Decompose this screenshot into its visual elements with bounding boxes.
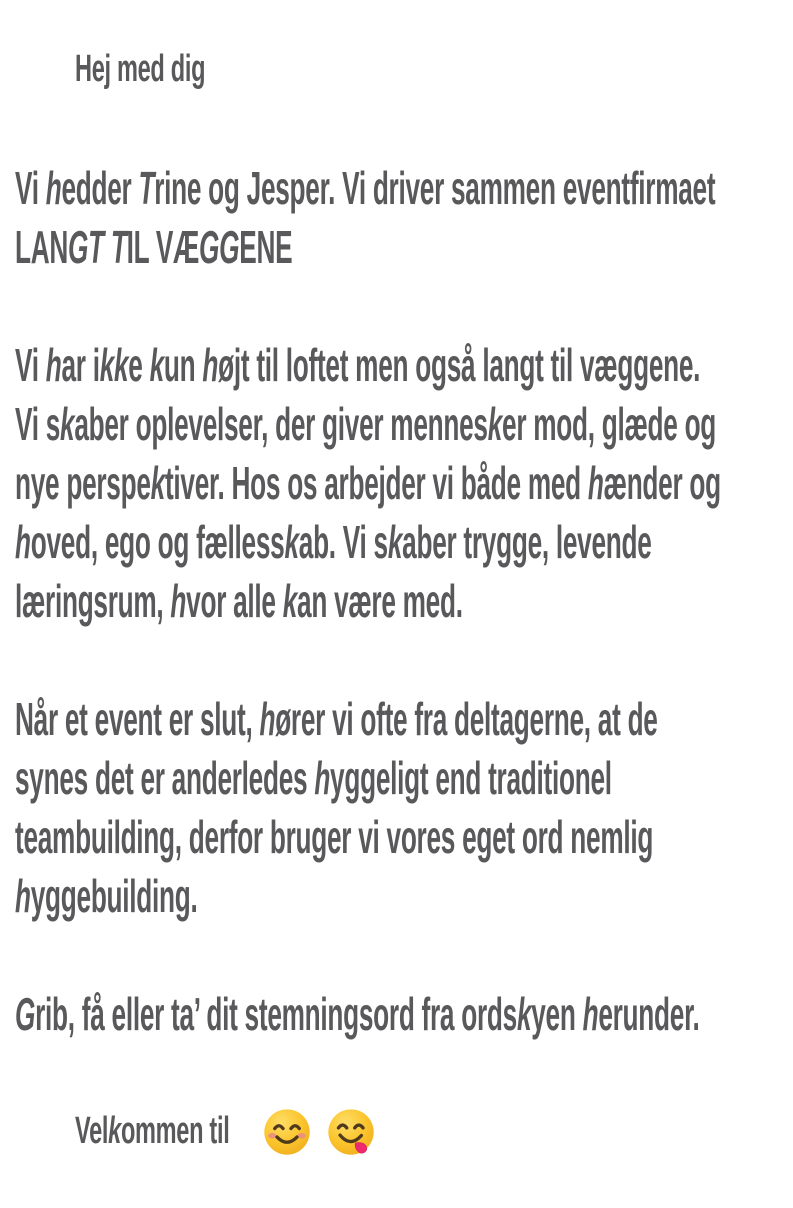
- greeting-heading-line: [75, 40, 793, 99]
- hyggebuilding-paragraph-line: [15, 748, 793, 807]
- text-run: Vi hedder Trine og Jesper. Vi driver sammen eventfirmaet: [15, 161, 716, 214]
- face-savoring-food-emoji: [327, 1108, 375, 1156]
- text-run: hoved, ego og fællesskab. Vi skaber trygge, levende: [15, 515, 652, 568]
- text-run: Hej med dig: [75, 48, 206, 90]
- closing-text-wrap: [75, 1110, 247, 1153]
- about-paragraph-line: [15, 453, 793, 512]
- text-run: Grib, få eller ta’ dit stemningsord fra ordskyen herunder.: [15, 987, 700, 1040]
- intro-paragraph: [0, 158, 793, 276]
- paragraph-spacer: [0, 276, 793, 335]
- smiling-face-with-smiling-eyes-emoji: [263, 1108, 311, 1156]
- welcome-line-line: [75, 1102, 793, 1161]
- text-run: Vi har ikke kun højt til loftet men også langt til væggene.: [15, 338, 701, 391]
- call-to-action-paragraph-line: [15, 984, 793, 1043]
- text-run: LANGT TIL VÆGGENE: [15, 220, 293, 273]
- intro-paragraph-line: [15, 217, 793, 276]
- about-paragraph-line: [15, 335, 793, 394]
- paragraph-spacer: [0, 1043, 793, 1102]
- paragraph-spacer: [0, 630, 793, 689]
- paragraph-spacer: [0, 925, 793, 984]
- text-run: nye perspektiver. Hos os arbejder vi både med hænder og: [15, 456, 721, 509]
- about-paragraph-line: [15, 394, 793, 453]
- text-run: synes det er anderledes hyggeligt end traditionel: [15, 751, 612, 804]
- about-paragraph: [0, 335, 793, 630]
- paragraph-spacer: [0, 99, 793, 158]
- text-run: læringsrum, hvor alle kan være med.: [15, 574, 463, 627]
- hyggebuilding-paragraph: [0, 689, 793, 925]
- welcome-line: [0, 1102, 793, 1161]
- hyggebuilding-paragraph-line: [15, 689, 793, 748]
- hyggebuilding-paragraph-line: [15, 807, 793, 866]
- text-run: hyggebuilding.: [15, 869, 198, 922]
- text-run: Velkommen til: [75, 1110, 230, 1152]
- greeting-heading: [0, 40, 793, 99]
- text-run: Når et event er slut, hører vi ofte fra deltagerne, at de: [15, 692, 658, 745]
- intro-paragraph-line: [15, 158, 793, 217]
- call-to-action-paragraph: [0, 984, 793, 1043]
- text-run: teambuilding, derfor bruger vi vores eget ord nemlig: [15, 810, 654, 863]
- about-paragraph-line: [15, 571, 793, 630]
- about-paragraph-line: [15, 512, 793, 571]
- text-run: Vi skaber oplevelser, der giver mennesker mod, glæde og: [15, 397, 717, 450]
- hyggebuilding-paragraph-line: [15, 866, 793, 925]
